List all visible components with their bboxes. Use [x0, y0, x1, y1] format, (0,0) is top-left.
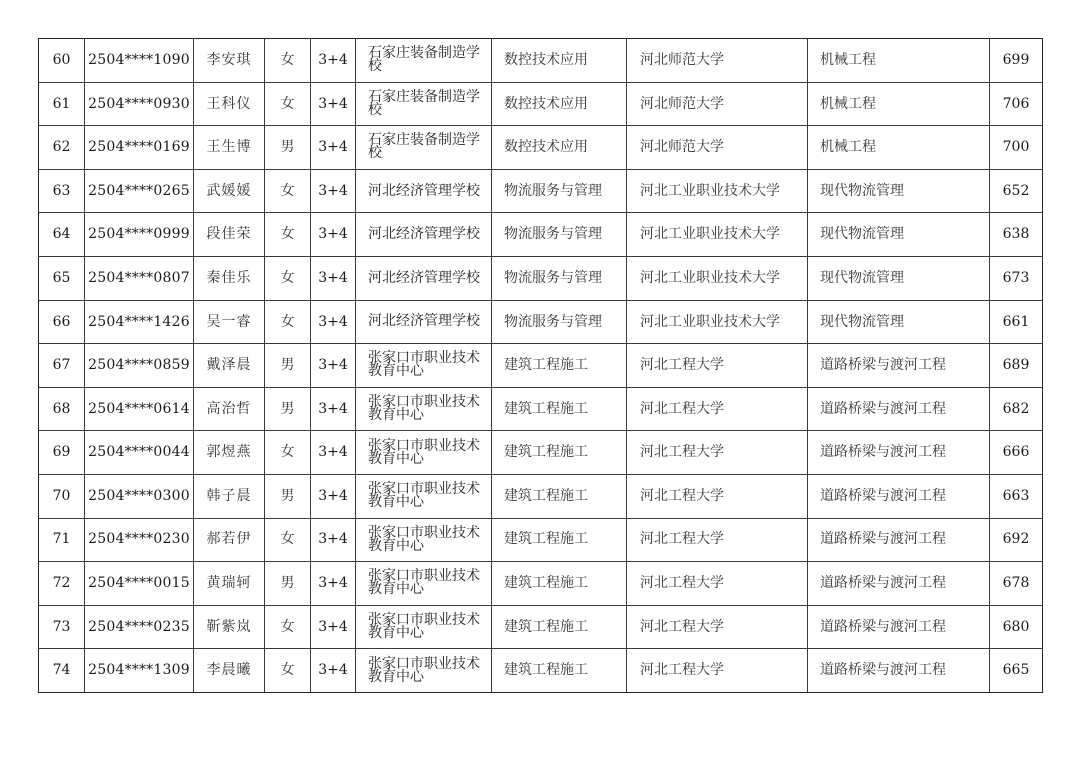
- secondary-major-cell: 物流服务与管理: [492, 300, 627, 344]
- gender-cell: 女: [265, 39, 311, 83]
- table-row: [39, 649, 1043, 693]
- row-number-cell: 66: [39, 300, 85, 344]
- program-type-cell: 3+4: [311, 213, 356, 257]
- candidate-id-cell: 2504****0930: [85, 82, 194, 126]
- table-row: [39, 518, 1043, 562]
- score-cell: 706: [990, 82, 1043, 126]
- gender-cell: 女: [265, 431, 311, 475]
- table-row: [39, 474, 1043, 518]
- row-number-cell: 64: [39, 213, 85, 257]
- candidate-id-cell: 2504****0807: [85, 256, 194, 300]
- secondary-major-cell: 建筑工程施工: [492, 431, 627, 475]
- secondary-school-cell: 张家口市职业技术教育中心: [356, 518, 492, 562]
- table-row: [39, 431, 1043, 475]
- student-name-cell: 秦佳乐: [194, 256, 265, 300]
- table-row: [39, 605, 1043, 649]
- secondary-school-cell: 石家庄装备制造学校: [356, 39, 492, 83]
- secondary-school-cell: 张家口市职业技术教育中心: [356, 431, 492, 475]
- admission-table: [38, 38, 1043, 693]
- program-type-cell: 3+4: [311, 169, 356, 213]
- candidate-id-cell: 2504****1309: [85, 649, 194, 693]
- secondary-major-cell: 物流服务与管理: [492, 213, 627, 257]
- program-type-cell: 3+4: [311, 474, 356, 518]
- program-type-cell: 3+4: [311, 126, 356, 170]
- secondary-school-cell: 张家口市职业技术教育中心: [356, 562, 492, 606]
- row-number-cell: 71: [39, 518, 85, 562]
- score-cell: 673: [990, 256, 1043, 300]
- score-cell: 692: [990, 518, 1043, 562]
- score-cell: 700: [990, 126, 1043, 170]
- row-number-cell: 61: [39, 82, 85, 126]
- row-number-cell: 69: [39, 431, 85, 475]
- university-major-cell: 现代物流管理: [808, 213, 990, 257]
- table-row: [39, 562, 1043, 606]
- secondary-major-cell: 数控技术应用: [492, 82, 627, 126]
- secondary-school-cell: 张家口市职业技术教育中心: [356, 474, 492, 518]
- secondary-major-cell: 物流服务与管理: [492, 169, 627, 213]
- student-name-cell: 高治哲: [194, 387, 265, 431]
- program-type-cell: 3+4: [311, 82, 356, 126]
- score-cell: 652: [990, 169, 1043, 213]
- program-type-cell: 3+4: [311, 39, 356, 83]
- gender-cell: 男: [265, 474, 311, 518]
- gender-cell: 男: [265, 344, 311, 388]
- university-cell: 河北工业职业技术大学: [627, 256, 808, 300]
- row-number-cell: 73: [39, 605, 85, 649]
- row-number-cell: 72: [39, 562, 85, 606]
- table-row: [39, 39, 1043, 83]
- university-cell: 河北工程大学: [627, 344, 808, 388]
- program-type-cell: 3+4: [311, 562, 356, 606]
- candidate-id-cell: 2504****0999: [85, 213, 194, 257]
- score-cell: 678: [990, 562, 1043, 606]
- gender-cell: 女: [265, 82, 311, 126]
- university-major-cell: 道路桥梁与渡河工程: [808, 387, 990, 431]
- student-name-cell: 韩子晨: [194, 474, 265, 518]
- score-cell: 666: [990, 431, 1043, 475]
- secondary-school-cell: 张家口市职业技术教育中心: [356, 649, 492, 693]
- university-major-cell: 道路桥梁与渡河工程: [808, 649, 990, 693]
- secondary-major-cell: 建筑工程施工: [492, 518, 627, 562]
- student-name-cell: 靳紫岚: [194, 605, 265, 649]
- student-name-cell: 段佳荣: [194, 213, 265, 257]
- gender-cell: 女: [265, 213, 311, 257]
- table-row: [39, 387, 1043, 431]
- row-number-cell: 65: [39, 256, 85, 300]
- student-name-cell: 郭煜燕: [194, 431, 265, 475]
- university-major-cell: 道路桥梁与渡河工程: [808, 344, 990, 388]
- row-number-cell: 67: [39, 344, 85, 388]
- score-cell: 689: [990, 344, 1043, 388]
- student-name-cell: 戴泽晨: [194, 344, 265, 388]
- program-type-cell: 3+4: [311, 605, 356, 649]
- table-row: [39, 82, 1043, 126]
- university-cell: 河北工程大学: [627, 649, 808, 693]
- gender-cell: 女: [265, 605, 311, 649]
- gender-cell: 女: [265, 649, 311, 693]
- row-number-cell: 63: [39, 169, 85, 213]
- program-type-cell: 3+4: [311, 518, 356, 562]
- gender-cell: 女: [265, 256, 311, 300]
- gender-cell: 男: [265, 126, 311, 170]
- university-cell: 河北工业职业技术大学: [627, 213, 808, 257]
- university-major-cell: 机械工程: [808, 126, 990, 170]
- candidate-id-cell: 2504****0614: [85, 387, 194, 431]
- secondary-school-cell: 河北经济管理学校: [356, 300, 492, 344]
- university-cell: 河北工业职业技术大学: [627, 300, 808, 344]
- secondary-school-cell: 河北经济管理学校: [356, 213, 492, 257]
- student-name-cell: 李晨曦: [194, 649, 265, 693]
- student-name-cell: 王科仪: [194, 82, 265, 126]
- score-cell: 699: [990, 39, 1043, 83]
- row-number-cell: 60: [39, 39, 85, 83]
- gender-cell: 女: [265, 169, 311, 213]
- university-cell: 河北师范大学: [627, 82, 808, 126]
- candidate-id-cell: 2504****0300: [85, 474, 194, 518]
- university-cell: 河北工程大学: [627, 518, 808, 562]
- student-name-cell: 郝若伊: [194, 518, 265, 562]
- secondary-major-cell: 建筑工程施工: [492, 605, 627, 649]
- secondary-major-cell: 数控技术应用: [492, 126, 627, 170]
- secondary-school-cell: 张家口市职业技术教育中心: [356, 605, 492, 649]
- table-row: [39, 126, 1043, 170]
- student-name-cell: 李安琪: [194, 39, 265, 83]
- program-type-cell: 3+4: [311, 431, 356, 475]
- secondary-school-cell: 河北经济管理学校: [356, 256, 492, 300]
- score-cell: 665: [990, 649, 1043, 693]
- candidate-id-cell: 2504****0044: [85, 431, 194, 475]
- secondary-major-cell: 建筑工程施工: [492, 649, 627, 693]
- gender-cell: 女: [265, 518, 311, 562]
- row-number-cell: 70: [39, 474, 85, 518]
- university-major-cell: 道路桥梁与渡河工程: [808, 562, 990, 606]
- university-cell: 河北工程大学: [627, 605, 808, 649]
- candidate-id-cell: 2504****1090: [85, 39, 194, 83]
- program-type-cell: 3+4: [311, 300, 356, 344]
- program-type-cell: 3+4: [311, 387, 356, 431]
- student-name-cell: 黄瑞轲: [194, 562, 265, 606]
- university-major-cell: 现代物流管理: [808, 169, 990, 213]
- table-row: [39, 213, 1043, 257]
- row-number-cell: 74: [39, 649, 85, 693]
- gender-cell: 男: [265, 562, 311, 606]
- table-row: [39, 169, 1043, 213]
- candidate-id-cell: 2504****0230: [85, 518, 194, 562]
- university-major-cell: 现代物流管理: [808, 256, 990, 300]
- university-cell: 河北工程大学: [627, 562, 808, 606]
- secondary-major-cell: 建筑工程施工: [492, 562, 627, 606]
- secondary-major-cell: 建筑工程施工: [492, 344, 627, 388]
- university-cell: 河北师范大学: [627, 39, 808, 83]
- candidate-id-cell: 2504****1426: [85, 300, 194, 344]
- gender-cell: 男: [265, 387, 311, 431]
- university-major-cell: 机械工程: [808, 82, 990, 126]
- secondary-school-cell: 张家口市职业技术教育中心: [356, 387, 492, 431]
- university-major-cell: 道路桥梁与渡河工程: [808, 605, 990, 649]
- student-name-cell: 王生博: [194, 126, 265, 170]
- student-name-cell: 武媛媛: [194, 169, 265, 213]
- row-number-cell: 62: [39, 126, 85, 170]
- university-major-cell: 现代物流管理: [808, 300, 990, 344]
- candidate-id-cell: 2504****0859: [85, 344, 194, 388]
- student-name-cell: 吴一睿: [194, 300, 265, 344]
- score-cell: 663: [990, 474, 1043, 518]
- secondary-major-cell: 物流服务与管理: [492, 256, 627, 300]
- university-cell: 河北工程大学: [627, 474, 808, 518]
- score-cell: 661: [990, 300, 1043, 344]
- secondary-major-cell: 建筑工程施工: [492, 474, 627, 518]
- table-row: [39, 300, 1043, 344]
- university-major-cell: 机械工程: [808, 39, 990, 83]
- table-row: [39, 256, 1043, 300]
- secondary-school-cell: 河北经济管理学校: [356, 169, 492, 213]
- secondary-school-cell: 张家口市职业技术教育中心: [356, 344, 492, 388]
- university-cell: 河北工程大学: [627, 431, 808, 475]
- gender-cell: 女: [265, 300, 311, 344]
- secondary-school-cell: 石家庄装备制造学校: [356, 126, 492, 170]
- university-cell: 河北师范大学: [627, 126, 808, 170]
- program-type-cell: 3+4: [311, 649, 356, 693]
- university-major-cell: 道路桥梁与渡河工程: [808, 474, 990, 518]
- table-row: [39, 344, 1043, 388]
- candidate-id-cell: 2504****0169: [85, 126, 194, 170]
- secondary-school-cell: 石家庄装备制造学校: [356, 82, 492, 126]
- row-number-cell: 68: [39, 387, 85, 431]
- university-major-cell: 道路桥梁与渡河工程: [808, 431, 990, 475]
- score-cell: 638: [990, 213, 1043, 257]
- table-body: [39, 39, 1043, 693]
- score-cell: 682: [990, 387, 1043, 431]
- university-major-cell: 道路桥梁与渡河工程: [808, 518, 990, 562]
- university-cell: 河北工业职业技术大学: [627, 169, 808, 213]
- candidate-id-cell: 2504****0235: [85, 605, 194, 649]
- university-cell: 河北工程大学: [627, 387, 808, 431]
- secondary-major-cell: 数控技术应用: [492, 39, 627, 83]
- candidate-id-cell: 2504****0265: [85, 169, 194, 213]
- candidate-id-cell: 2504****0015: [85, 562, 194, 606]
- program-type-cell: 3+4: [311, 256, 356, 300]
- program-type-cell: 3+4: [311, 344, 356, 388]
- secondary-major-cell: 建筑工程施工: [492, 387, 627, 431]
- score-cell: 680: [990, 605, 1043, 649]
